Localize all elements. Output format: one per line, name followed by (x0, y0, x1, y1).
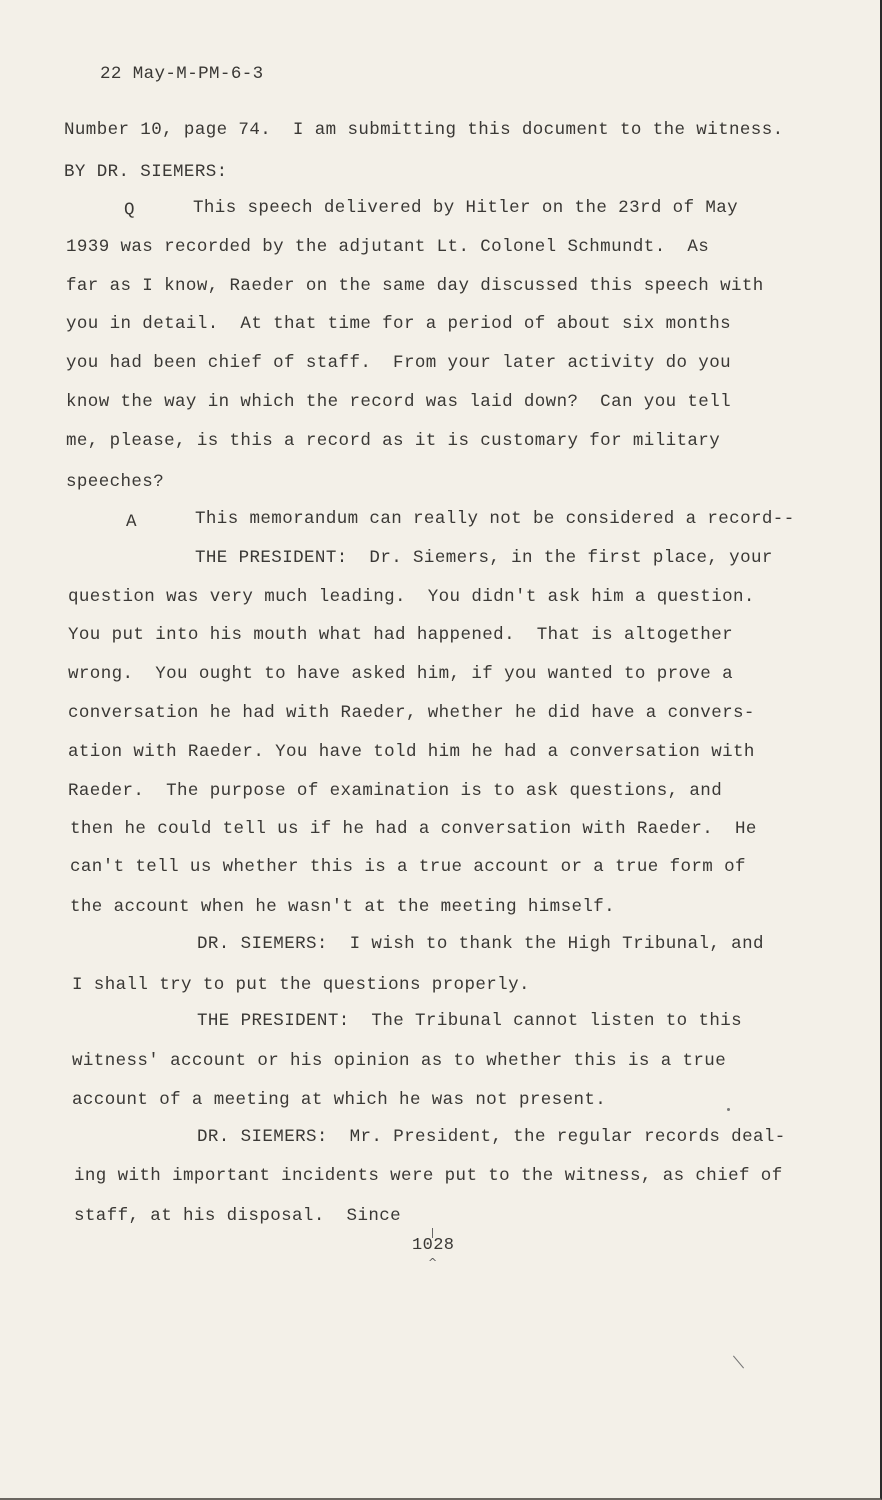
answer-marker: A (126, 512, 137, 532)
text-line-13: question was very much leading. You didn't ask him a question. (68, 587, 755, 607)
text-line-19: then he could tell us if he had a conversation with Raeder. He (70, 819, 757, 839)
question-marker: Q (124, 200, 135, 220)
text-line-1: Number 10, page 74. I am submitting this document to the witness. (64, 120, 784, 140)
text-line-21: the account when he wasn't at the meeting himself. (70, 897, 616, 917)
text-line-12: THE PRESIDENT: Dr. Siemers, in the first place, your (195, 548, 773, 568)
page-reference: 22 May-M-PM-6-3 (100, 64, 264, 84)
text-line-26: account of a meeting at which he was not present. (72, 1090, 607, 1110)
text-line-23: I shall try to put the questions properly. (72, 975, 530, 995)
text-line-3: This speech delivered by Hitler on the 23rd of May (193, 198, 739, 218)
text-line-28: ing with important incidents were put to the witness, as chief of (74, 1166, 783, 1186)
text-line-7: you had been chief of staff. From your later activity do you (66, 353, 732, 373)
speaker-heading: BY DR. SIEMERS: (64, 162, 228, 182)
text-line-16: conversation he had with Raeder, whether he did have a convers- (68, 703, 755, 723)
text-line-24: THE PRESIDENT: The Tribunal cannot listen to this (197, 1011, 743, 1031)
text-line-6: you in detail. At that time for a period of about six months (66, 314, 732, 334)
text-line-8: know the way in which the record was laid down? Can you tell (66, 392, 732, 412)
text-line-29: staff, at his disposal. Since (74, 1206, 402, 1226)
text-line-11: This memorandum can really not be considered a record-- (195, 509, 795, 529)
ink-dot (727, 1108, 730, 1111)
text-line-25: witness' account or his opinion as to whether this is a true (72, 1051, 727, 1071)
page-number: 1028 (412, 1236, 455, 1255)
text-line-27: DR. SIEMERS: Mr. President, the regular records deal- (197, 1127, 786, 1147)
page-number-caret: ^ (428, 1256, 438, 1269)
pencil-mark (733, 1356, 744, 1369)
text-line-10: speeches? (66, 472, 165, 492)
text-line-15: wrong. You ought to have asked him, if you wanted to prove a (68, 664, 734, 684)
text-line-22: DR. SIEMERS: I wish to thank the High Tribunal, and (197, 934, 764, 954)
text-line-20: can't tell us whether this is a true account or a true form of (70, 857, 746, 877)
text-line-9: me, please, is this a record as it is customary for military (66, 431, 721, 451)
text-line-18: Raeder. The purpose of examination is to ask questions, and (68, 781, 723, 801)
text-line-5: far as I know, Raeder on the same day discussed this speech with (66, 276, 764, 296)
text-line-17: ation with Raeder. You have told him he had a conversation with (68, 742, 755, 762)
text-line-4: 1939 was recorded by the adjutant Lt. Colonel Schmundt. As (66, 237, 710, 257)
text-line-14: You put into his mouth what had happened. That is altogether (68, 625, 734, 645)
